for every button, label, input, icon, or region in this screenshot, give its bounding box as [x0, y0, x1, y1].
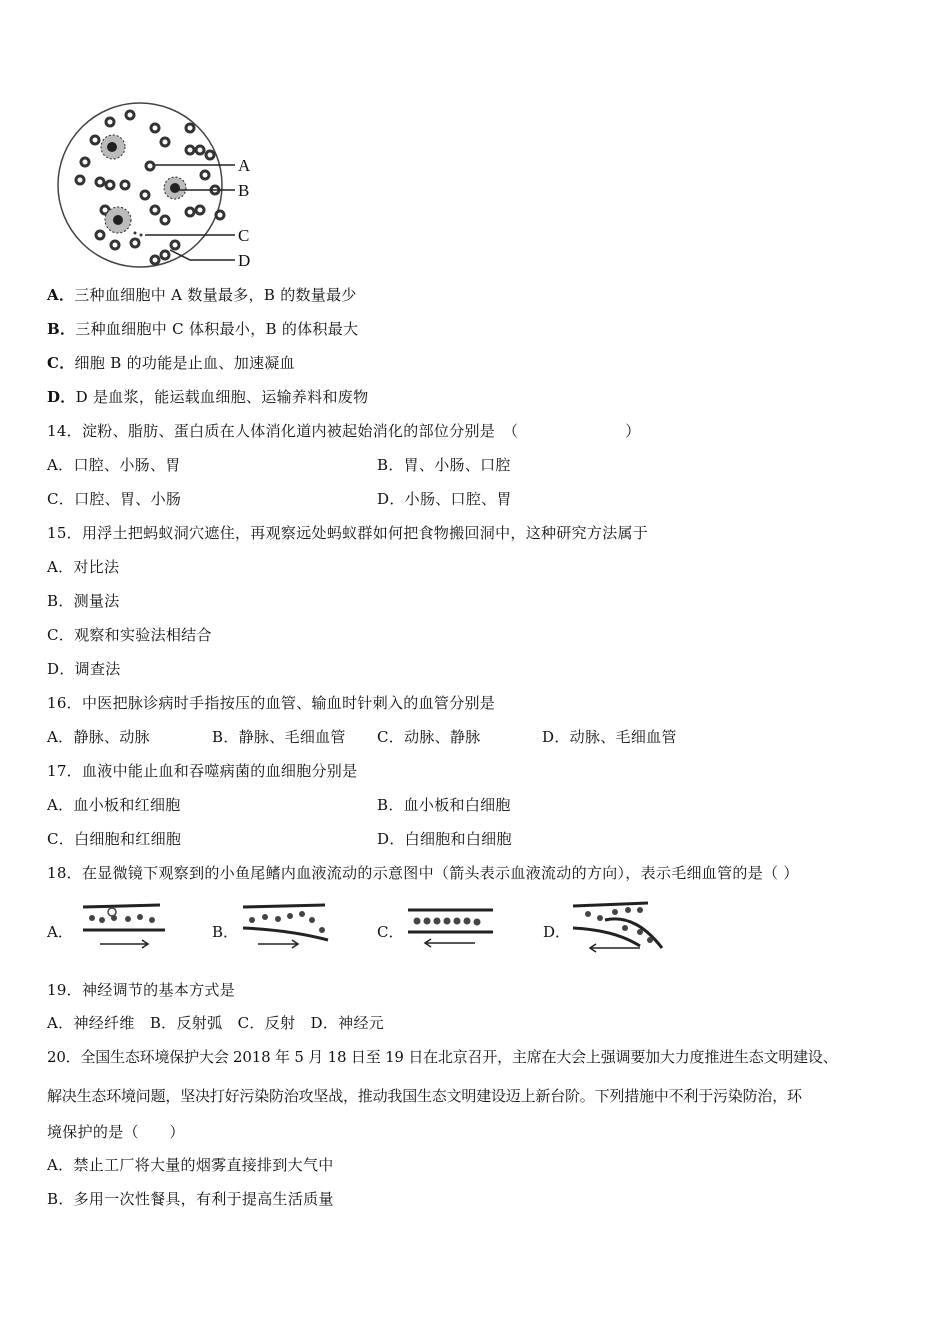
label-a: A — [238, 156, 251, 175]
q15-option-c: C．观察和实验法相结合 — [47, 626, 212, 644]
q16-option-b: B．静脉、毛细血管 — [212, 728, 346, 746]
q17-options-row2 — [47, 829, 897, 849]
vessel-figure-b — [240, 900, 335, 950]
q15-option-a: A．对比法 — [47, 558, 120, 576]
q18-option-a-label: A． — [47, 923, 73, 941]
q19-option-a: A．神经纤维 — [47, 1014, 135, 1032]
q18-option-c-label: C． — [377, 923, 404, 941]
q13-option-c: C．细胞 B 的功能是止血、加速凝血 — [47, 354, 295, 372]
q16-option-c: C．动脉、静脉 — [377, 728, 481, 746]
q17-option-a: A．血小板和红细胞 — [47, 796, 181, 814]
q14-options-row1 — [47, 455, 897, 475]
q14-option-c: C．口腔、胃、小肠 — [47, 490, 182, 508]
q17-option-d: D．白细胞和白细胞 — [377, 830, 512, 848]
q15-option-d: D．调查法 — [47, 660, 121, 678]
q19-option-b: B．反射弧 — [149, 1014, 223, 1032]
q17-options-row1 — [47, 795, 897, 815]
q14-option-a: A．口腔、小肠、胃 — [47, 456, 181, 474]
q13-option-a: A．三种血细胞中 A 数量最多，B 的数量最少 — [47, 286, 357, 304]
q19-stem: 19．神经调节的基本方式是 — [47, 981, 235, 999]
q15-option-b: B．测量法 — [47, 592, 120, 610]
label-d: D — [238, 251, 251, 270]
q18-stem: 18．在显微镜下观察到的小鱼尾鳍内血液流动的示意图中（箭头表示血液流动的方向），表示毛细血管的是（ ） — [47, 864, 799, 882]
label-b: B — [238, 181, 250, 200]
q17-stem: 17．血液中能止血和吞噬病菌的血细胞分别是 — [47, 762, 358, 780]
q20-stem-line3: 境保护的是（ ） — [47, 1123, 185, 1141]
q19-option-d: D．神经元 — [310, 1014, 385, 1032]
q20-option-a: A．禁止工厂将大量的烟雾直接排到大气中 — [47, 1156, 334, 1174]
q14-option-b: B．胃、小肠、口腔 — [377, 456, 511, 474]
vessel-figure-d — [570, 898, 665, 954]
q16-option-d: D．动脉、毛细血管 — [542, 728, 677, 746]
q19-options — [47, 1013, 384, 1033]
q14-option-d: D．小肠、口腔、胃 — [377, 490, 512, 508]
q19-option-c: C．反射 — [237, 1014, 296, 1032]
vessel-figure-c — [405, 905, 500, 950]
q14-stem: 14．淀粉、脂肪、蛋白质在人体消化道内被起始消化的部位分别是 （ ） — [47, 422, 641, 440]
q18-option-b-label: B． — [212, 923, 239, 941]
q13-option-b: B．三种血细胞中 C 体积最小，B 的体积最大 — [47, 320, 359, 338]
q13-option-d: D．D 是血浆，能运载血细胞、运输养料和废物 — [47, 388, 369, 406]
q17-option-c: C．白细胞和红细胞 — [47, 830, 182, 848]
q20-option-b: B．多用一次性餐具，有利于提高生活质量 — [47, 1190, 334, 1208]
q15-stem: 15．用浮土把蚂蚁洞穴遮住，再观察远处蚂蚁群如何把食物搬回洞中，这种研究方法属于 — [47, 524, 649, 542]
q20-stem-line1: 20．全国生态环境保护大会 2018 年 5 月 18 日至 19 日在北京召开，主席在大会上强调要加大力度推进生态文明建设、 — [47, 1048, 838, 1066]
q16-stem: 16．中医把脉诊病时手指按压的血管、输血时针刺入的血管分别是 — [47, 694, 496, 712]
q14-options-row2 — [47, 489, 897, 509]
label-c: C — [238, 226, 250, 245]
q20-stem-line2: 解决生态环境问题，坚决打好污染防治攻坚战，推动我国生态文明建设迈上新台阶。下列措施中不利于污染防治，环 — [47, 1087, 802, 1105]
vessel-figure-a — [80, 900, 170, 950]
q17-option-b: B．血小板和白细胞 — [377, 796, 511, 814]
q16-option-a: A．静脉、动脉 — [47, 728, 150, 746]
q18-option-d-label: D． — [543, 923, 571, 941]
blood-smear-figure — [55, 100, 275, 275]
